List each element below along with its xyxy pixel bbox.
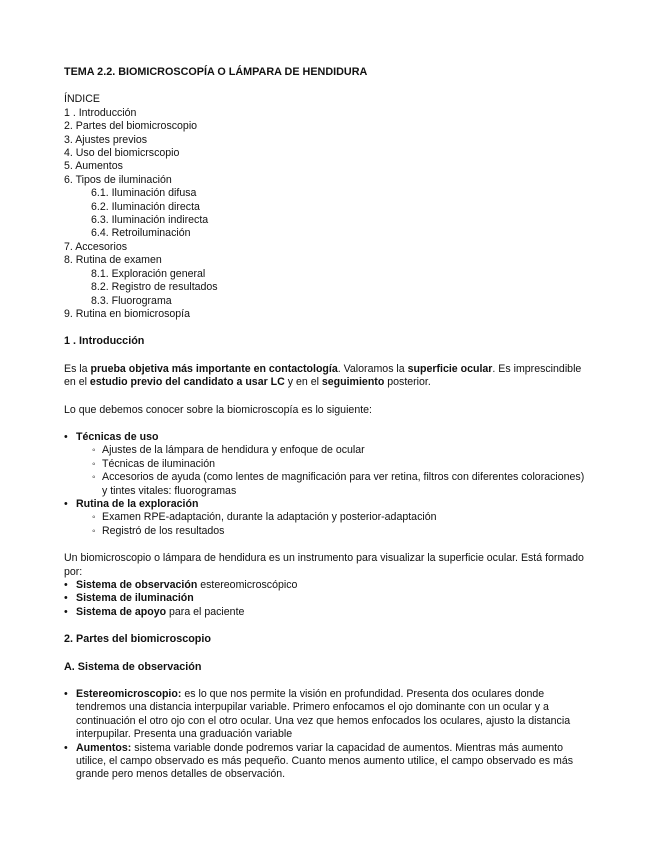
toc-item: 9. Rutina en biomicrosopía xyxy=(64,307,191,320)
subsection-heading-observacion: A. Sistema de observación xyxy=(64,660,202,673)
systems-list xyxy=(64,579,592,619)
toc-item: 4. Uso del biomicrscopio xyxy=(64,147,180,160)
list-item-rutina: • Rutina de la exploración ◦ Examen RPE-adaptación, durante la adaptación y posterior-adaptación ◦ Registró de los resultados xyxy=(64,498,592,538)
list-item: • Estereomicroscopio: es lo que nos permite la visión en profundidad. Presenta dos oculares donde tendremos una distancia interpupilar variable. Primero enfocamos el ojo dominante con un ocular y a continuación el otro ojo con el otro ocular. Una vez que hemos enfocados los oculares, ajusto la distancia interpupilar. Presenta una graduación variable xyxy=(64,688,592,742)
knowledge-list xyxy=(64,431,592,538)
toc-subitem: 6.2. Iluminación directa xyxy=(91,200,200,213)
list-item: • Sistema de observación estereomicroscópico xyxy=(64,579,592,592)
toc-subitem: 8.1. Exploración general xyxy=(91,267,206,280)
toc-heading: ÍNDICE xyxy=(64,93,100,106)
list-item-tecnicas: • Técnicas de uso ◦ Ajustes de la lámpara de hendidura y enfoque de ocular ◦ Técnicas de iluminación ◦ Accesorios de ayuda (como lentes de magnificación para ver retina, filtros con diferentes coloraciones) y tintes vitales: fluorogramas xyxy=(64,431,592,498)
intro-paragraph-2: Lo que debemos conocer sobre la biomicroscopía es lo siguiente: xyxy=(64,403,372,416)
toc-item: 6. Tipos de iluminación xyxy=(64,173,172,186)
toc-subitem: 6.3. Iluminación indirecta xyxy=(91,214,209,227)
list-subitem: ◦ Examen RPE-adaptación, durante la adaptación y posterior-adaptación xyxy=(92,511,592,524)
list-subitem: ◦ Accesorios de ayuda (como lentes de magnificación para ver retina, filtros con diferentes coloraciones) y tintes vitales: fluorogramas xyxy=(92,471,592,498)
toc-item: 2. Partes del biomicroscopio xyxy=(64,120,198,133)
intro-paragraph: Es la prueba objetiva más importante en contactología. Valoramos la superficie ocular. Es imprescindible en el estudio previo del candidato a usar LC y en el seguimiento posterior. xyxy=(64,362,582,389)
list-subitem: ◦ Técnicas de iluminación xyxy=(92,458,592,471)
observation-list xyxy=(64,688,592,782)
toc-subitem: 8.3. Fluorograma xyxy=(91,294,172,307)
document-page xyxy=(64,66,592,796)
toc-item: 3. Ajustes previos xyxy=(64,133,148,146)
toc-subitem: 6.1. Iluminación difusa xyxy=(91,187,197,200)
table-of-contents xyxy=(64,93,592,321)
list-item: • Aumentos: sistema variable donde podremos variar la capacidad de aumentos. Mientras más aumento utilice, el campo observado es más pequeño. Cuanto menos aumento utilice, el campo observado es más grande pero menos detalles de observación. xyxy=(64,742,592,782)
toc-item: 1 . Introducción xyxy=(64,106,137,119)
toc-subitem: 6.4. Retroiluminación xyxy=(91,227,191,240)
toc-item: 5. Aumentos xyxy=(64,160,123,173)
toc-item: 8. Rutina de examen xyxy=(64,254,162,267)
intro-paragraph-3: Un biomicroscopio o lámpara de hendidura es un instrumento para visualizar la superficie ocular. Está formado por: xyxy=(64,552,584,578)
section-heading-partes: 2. Partes del biomicroscopio xyxy=(64,633,212,646)
list-subitem: ◦ Ajustes de la lámpara de hendidura y enfoque de ocular xyxy=(92,444,592,457)
toc-item: 7. Accesorios xyxy=(64,240,128,253)
list-item: • Sistema de apoyo para el paciente xyxy=(64,606,592,619)
list-subitem: ◦ Registró de los resultados xyxy=(92,525,592,538)
list-item: • Sistema de iluminación xyxy=(64,592,592,605)
section-heading-introduccion: 1 . Introducción xyxy=(64,335,145,348)
document-title: TEMA 2.2. BIOMICROSCOPÍA O LÁMPARA DE HENDIDURA xyxy=(64,66,368,78)
toc-subitem: 8.2. Registro de resultados xyxy=(91,281,218,294)
